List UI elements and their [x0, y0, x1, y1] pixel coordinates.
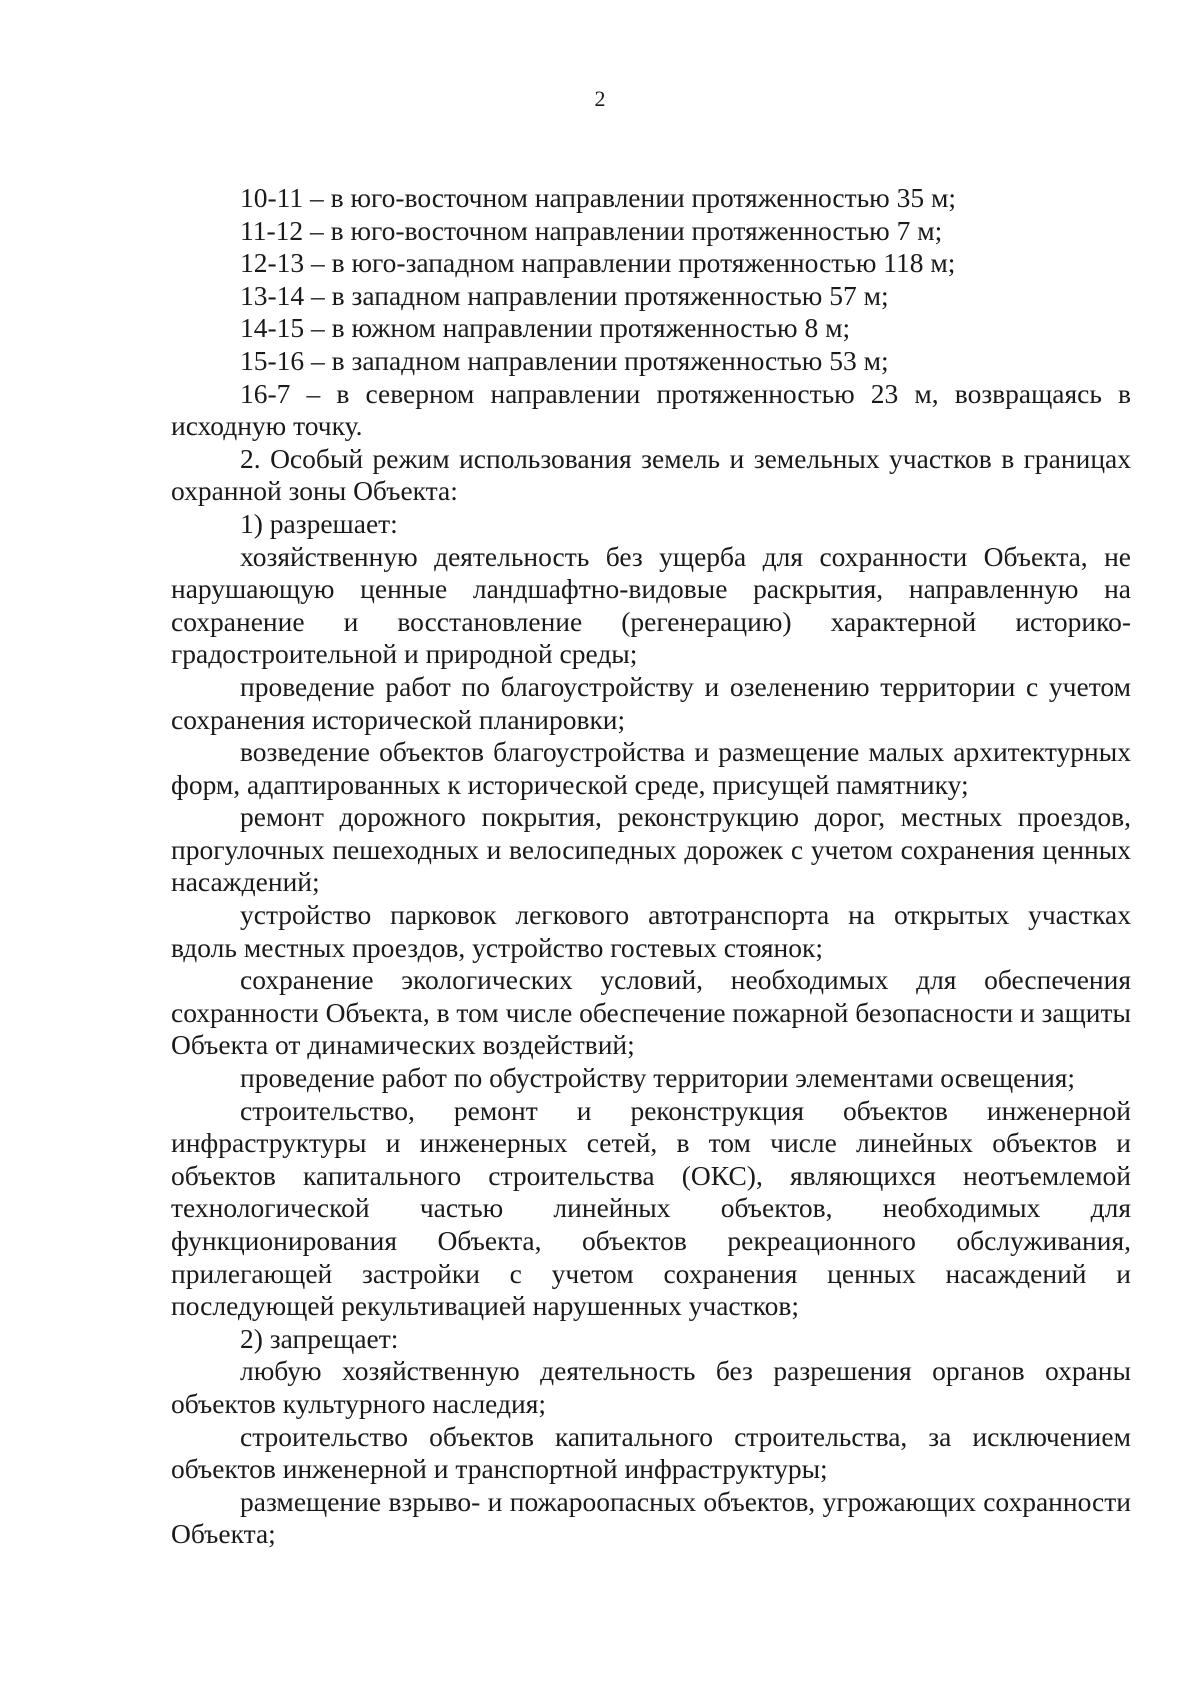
permitted-item: строительство, ремонт и реконструкция объектов инженерной инфраструктуры и инженерных сетей, в том числе линейных объектов и объектов капитального строительства (ОКС), являющихся неотъемлемой технологической частью линейных объектов, необходимых для функционирования Объекта, объектов рекреационного обслуживания, прилегающей застройки с учетом сохранения ценных насаждений и последующей рекультивацией нарушенных участков; [171, 1094, 1131, 1322]
prohibited-item: любую хозяйственную деятельность без разрешения органов охраны объектов культурного наследия; [171, 1355, 1131, 1419]
section-2-heading: 2. Особый режим использования земель и земельных участков в границах охранной зоны Объекта: [171, 442, 1131, 507]
permitted-item: проведение работ по благоустройству и озеленению территории с учетом сохранения исторической планировки; [171, 670, 1131, 735]
permits-heading: 1) разрешает: [240, 507, 398, 539]
permitted-item: хозяйственную деятельность без ущерба для сохранности Объекта, не нарушающую ценные ландшафтно-видовые раскрытия, направленную на сохранение и восстановление (регенерацию) характерной историко-градостроительной и природной среды; [171, 540, 1131, 670]
boundary-segment-13-14: 13-14 – в западном направлении протяженностью 57 м; [240, 279, 889, 311]
permitted-item: устройство парковок легкового автотранспорта на открытых участках вдоль местных проездов, устройство гостевых стоянок; [171, 899, 1131, 963]
prohibited-item: строительство объектов капитального строительства, за исключением объектов инженерной и транспортной инфраструктуры; [171, 1420, 1131, 1485]
boundary-segment-11-12: 11-12 – в юго-восточном направлении протяженностью 7 м; [240, 214, 943, 246]
boundary-segment-10-11: 10-11 – в юго-восточном направлении протяженностью 35 м; [240, 182, 957, 213]
document-body [171, 182, 1131, 1551]
permitted-item: ремонт дорожного покрытия, реконструкцию дорог, местных проездов, прогулочных пешеходных и велосипедных дорожек с учетом сохранения ценных насаждений; [171, 801, 1131, 898]
permitted-item: проведение работ по обустройству территории элементами освещения; [240, 1062, 1076, 1094]
boundary-segment-15-16: 15-16 – в западном направлении протяженностью 53 м; [240, 344, 889, 376]
prohibited-item: размещение взрыво- и пожароопасных объектов, угрожающих сохранности Объекта; [171, 1485, 1131, 1550]
boundary-segment-12-13: 12-13 – в юго-западном направлении протяженностью 118 м; [240, 247, 956, 279]
permitted-item: сохранение экологических условий, необходимых для обеспечения сохранности Объекта, в том числе обеспечение пожарной безопасности и защиты Объекта от динамических воздействий; [171, 964, 1131, 1061]
boundary-segment-16-7: 16-7 – в северном направлении протяженностью 23 м, возвращаясь в исходную точку. [171, 377, 1131, 442]
page-number: 2 [594, 86, 606, 111]
boundary-segment-14-15: 14-15 – в южном направлении протяженностью 8 м; [240, 312, 851, 344]
permitted-item: возведение объектов благоустройства и размещение малых архитектурных форм, адаптированных к исторической среде, присущей памятнику; [171, 736, 1131, 800]
prohibits-heading: 2) запрещает: [240, 1322, 399, 1354]
